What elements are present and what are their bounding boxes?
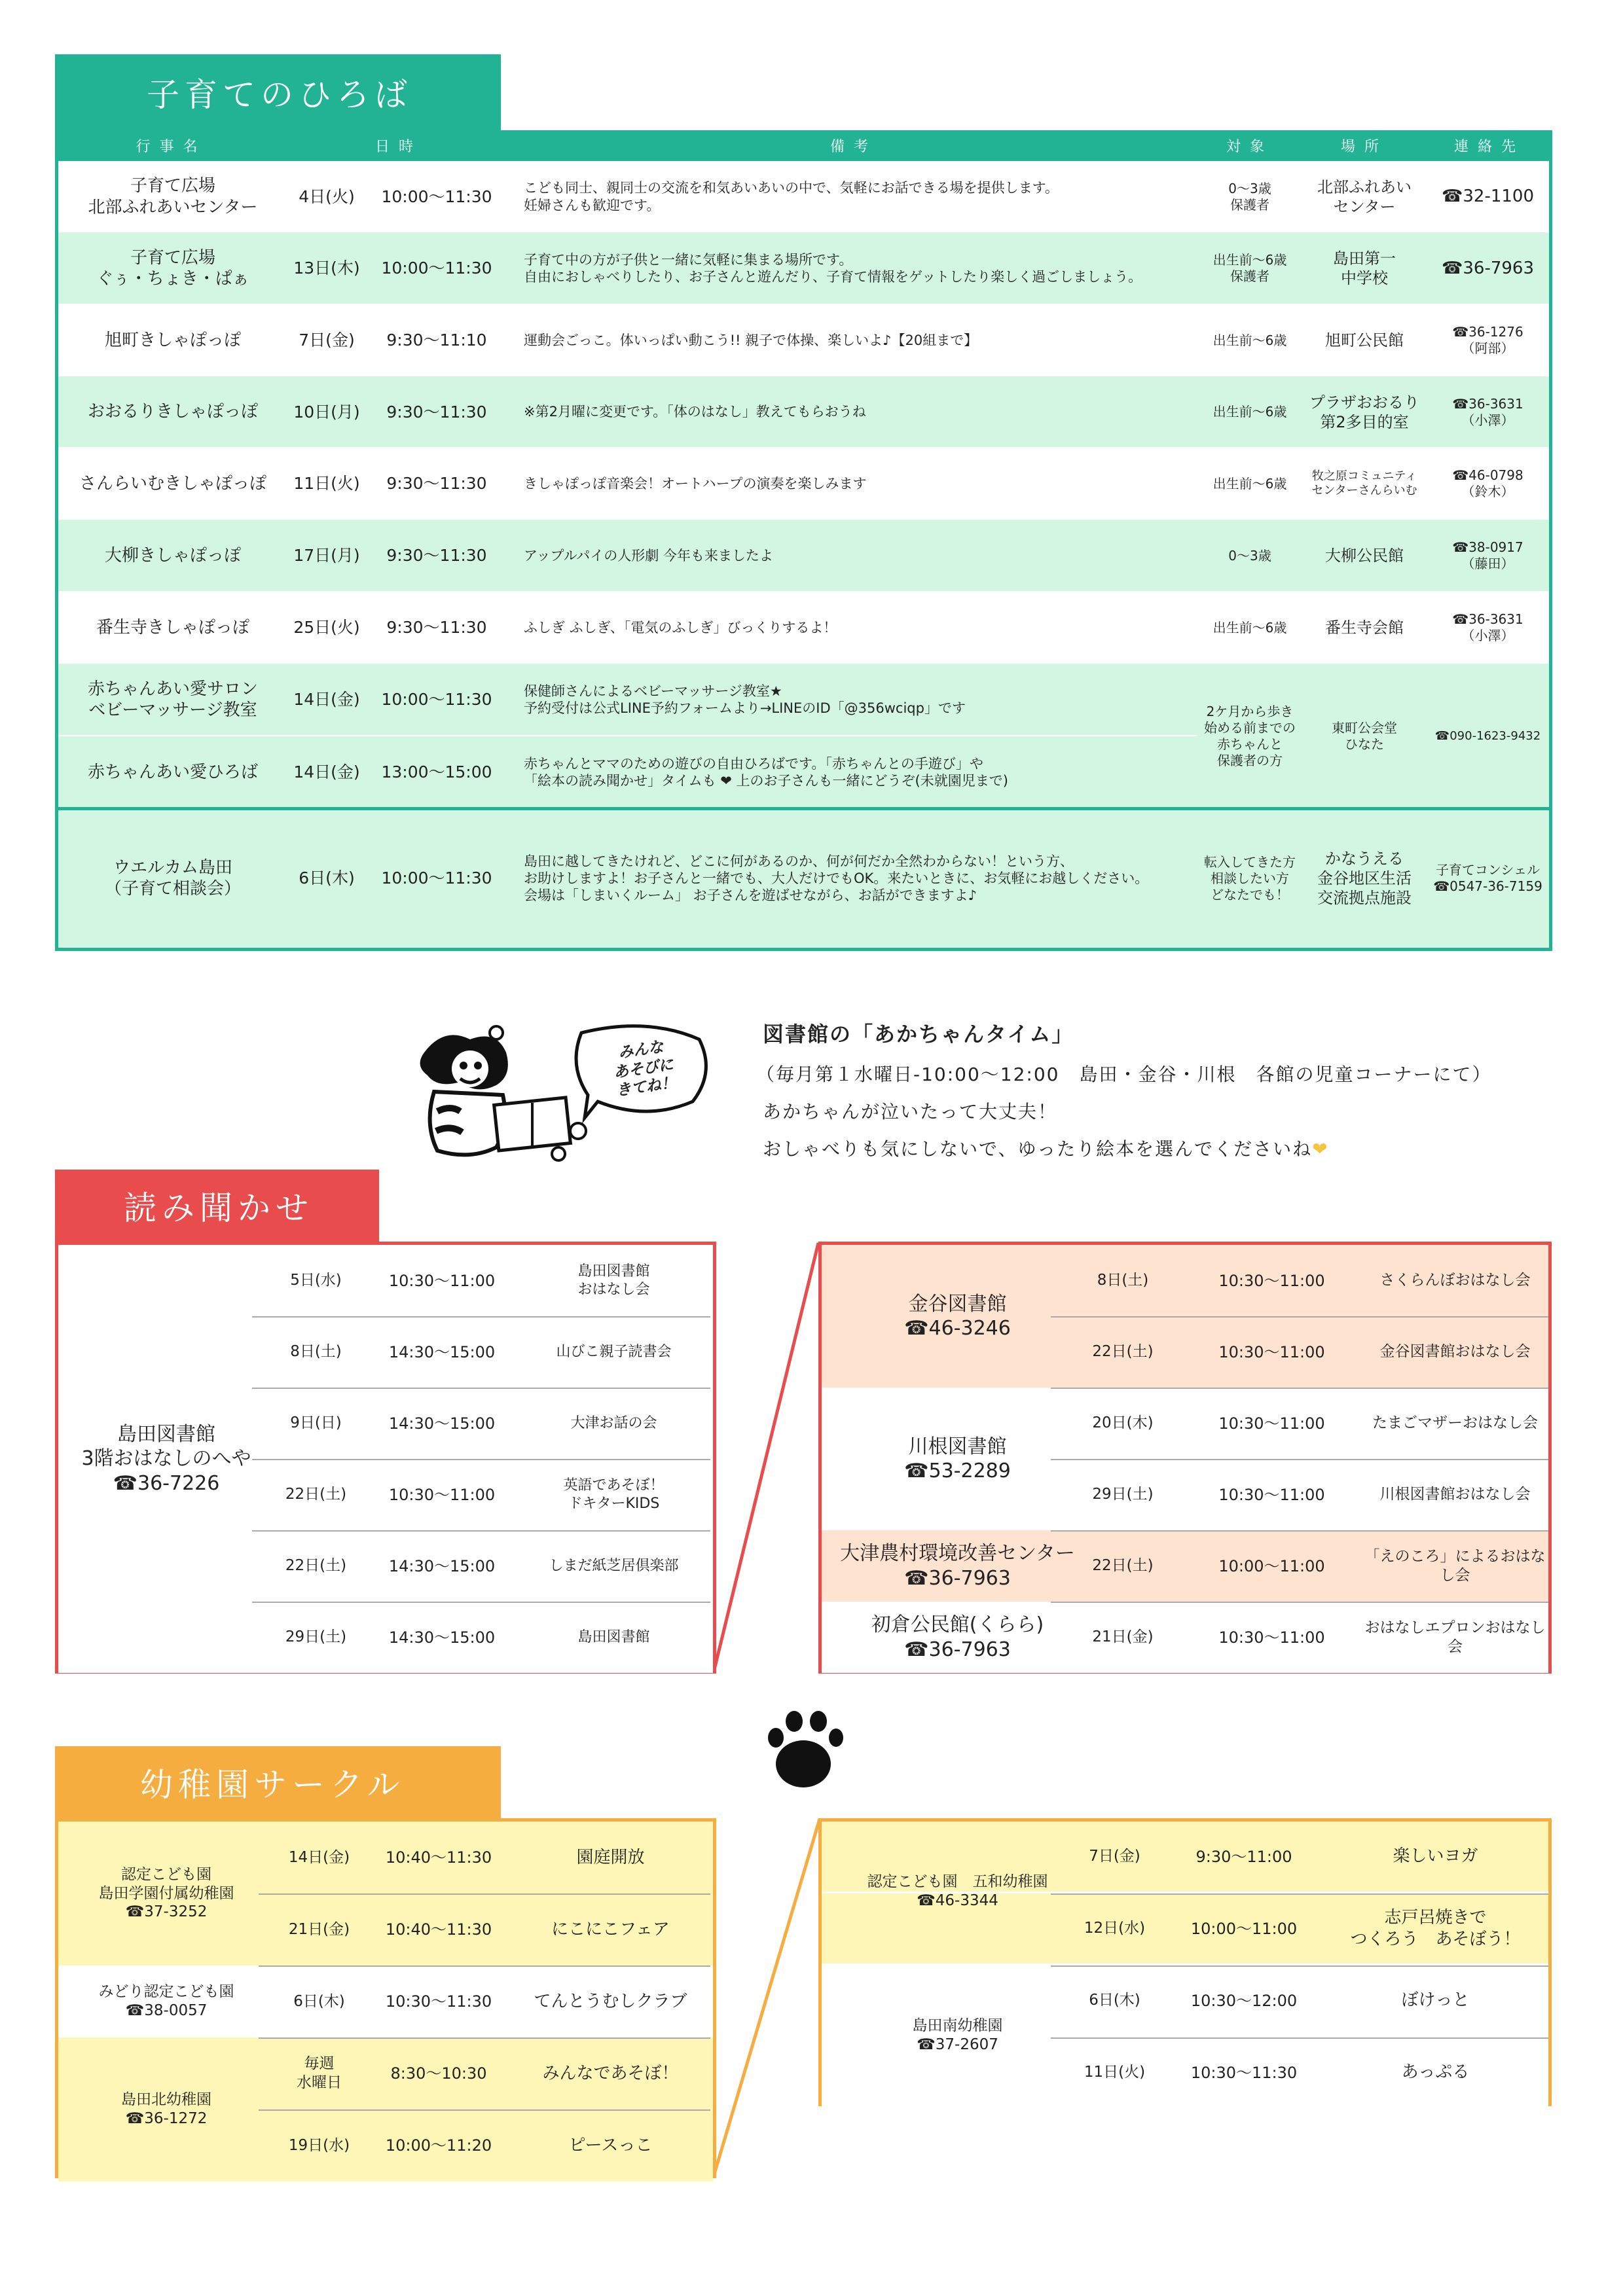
- schedule-venue: 川根図書館 ☎53-2289: [904, 1435, 1011, 1482]
- schedule-name: ぼけっと: [1401, 1990, 1470, 2011]
- schedule-name: にこにこフェア: [551, 1919, 670, 1939]
- hiroba-row-contact: ☎46-0798 （鈴木）: [1452, 467, 1523, 499]
- schedule-time: 10:30～11:00: [388, 1485, 496, 1504]
- hiroba-row-note: 赤ちゃんとママのための遊びの自由ひろばです。「赤ちゃんとの手遊び」や 「絵本の読み聞かせ」タイムも ❤ 上のお子さんも一緒にどうぞ(未就園児まで): [524, 755, 1008, 789]
- schedule-date: 22日(土): [1092, 1343, 1154, 1361]
- schedule-time: 14:30～15:00: [388, 1414, 496, 1433]
- hiroba-row-target: 出生前～6歳: [1213, 404, 1287, 420]
- schedule-name: 「えのころ」によるおはなし会: [1364, 1547, 1546, 1584]
- schedule-date: 20日(木): [1092, 1414, 1154, 1432]
- schedule-divider: [1051, 1602, 1548, 1603]
- paw-icon: [763, 1702, 861, 1793]
- schedule-venue: 島田図書館 3階おはなしのへや ☎36-7226: [81, 1422, 251, 1495]
- schedule-name: おはなしエプロンおはなし会: [1364, 1619, 1546, 1655]
- schedule-divider: [252, 1602, 710, 1603]
- hiroba-row-date: 6日(木): [299, 869, 355, 888]
- hiroba-header-target: 対象: [1226, 139, 1273, 155]
- hiroba-row-contact: ☎32-1100: [1441, 187, 1535, 207]
- hiroba-row-note: ※第2月曜に変更です。「体のはなし」教えてもらおうね: [524, 404, 866, 420]
- schedule-date: 8日(土): [1097, 1272, 1149, 1289]
- schedule-date: 8日(土): [290, 1343, 342, 1361]
- hiroba-row-name: 大柳きしゃぽっぽ: [104, 545, 241, 565]
- hiroba-row-date: 14日(金): [293, 690, 360, 709]
- schedule-time: 10:30～11:30: [385, 1992, 492, 2011]
- library-illustration: [398, 1013, 719, 1167]
- hiroba-row-name: さんらいむきしゃぽっぽ: [79, 473, 266, 493]
- schedule-time: 10:30～11:30: [1190, 2063, 1298, 2082]
- hiroba-header-contact: 連絡先: [1453, 139, 1525, 155]
- hiroba-row-name: 子育て広場 北部ふれあいセンター: [88, 176, 258, 217]
- kinder-title-tab: [55, 1746, 501, 1818]
- library-line2: おしゃべりも気にしないで、ゆったり絵本を選んでくださいね: [763, 1138, 1313, 1160]
- hiroba-row-date: 4日(火): [299, 187, 355, 206]
- schedule-divider: [252, 1388, 710, 1389]
- schedule-divider: [1051, 1893, 1548, 1895]
- hiroba-row-time: 9:30～11:30: [386, 546, 487, 565]
- schedule-venue: 金谷図書館 ☎46-3246: [904, 1292, 1011, 1340]
- schedule-date: 9日(日): [290, 1414, 342, 1432]
- schedule-date: 11日(火): [1084, 2064, 1146, 2081]
- library-title: 図書館の「あかちゃんタイム」: [763, 1022, 1074, 1047]
- schedule-name: しまだ紙芝居倶楽部: [549, 1557, 679, 1574]
- schedule-venue: 島田南幼稚園 ☎37-2607: [912, 2017, 1003, 2053]
- hiroba-row-place: 牧之原コミュニティ センターさんらいむ: [1311, 469, 1417, 497]
- hiroba-akachan-contact: ☎090-1623-9432: [1434, 728, 1541, 743]
- schedule-date: 7日(金): [1089, 1848, 1140, 1865]
- schedule-divider: [252, 1459, 710, 1460]
- schedule-name: てんとうむしクラブ: [534, 1991, 687, 2011]
- hiroba-row-date: 10日(月): [293, 402, 360, 422]
- schedule-venue: 大津農村環境改善センター ☎36-7963: [840, 1542, 1075, 1590]
- schedule-time: 10:30～12:00: [1190, 1991, 1298, 2010]
- schedule-name: 英語であそぼ！ ドキターKIDS: [563, 1477, 665, 1512]
- hiroba-row-place: 番生寺会館: [1325, 619, 1404, 637]
- hiroba-header-name: 行事名: [136, 139, 207, 155]
- hiroba-title-tab: [55, 54, 501, 130]
- hiroba-row-time: 10:00～11:30: [381, 690, 492, 709]
- schedule-time: 9:30～11:00: [1195, 1847, 1292, 1866]
- hiroba-row-place: 島田第一 中学校: [1333, 249, 1396, 287]
- hiroba-row-time: 10:00～11:30: [381, 187, 492, 206]
- schedule-name: 園庭開放: [576, 1847, 645, 1867]
- hiroba-row-place: 北部ふれあい センター: [1317, 177, 1412, 216]
- schedule-time: 10:40～11:30: [385, 1920, 492, 1939]
- schedule-time: 10:30～11:00: [1218, 1271, 1325, 1290]
- schedule-time: 10:30～11:00: [388, 1271, 496, 1290]
- schedule-divider: [259, 2037, 710, 2039]
- schedule-date: 6日(木): [1089, 1992, 1140, 2009]
- schedule-date: 22日(土): [285, 1557, 347, 1575]
- schedule-date: 12日(水): [1084, 1920, 1146, 1937]
- schedule-venue: みどり認定こども園 ☎38-0057: [98, 1983, 234, 2019]
- schedule-name: 金谷図書館おはなし会: [1379, 1343, 1531, 1361]
- schedule-time: 10:00～11:00: [1190, 1919, 1298, 1938]
- hiroba-row-name: おおるりきしゃぽっぽ: [87, 402, 258, 422]
- hiroba-row-note: アップルパイの人形劇 今年も来ましたよ: [524, 547, 773, 564]
- heart-icon: ❤: [1312, 1138, 1329, 1160]
- schedule-divider: [1051, 1965, 1548, 1967]
- hiroba-row-name: 子育て広場 ぐぅ・ちょき・ぱぁ: [96, 247, 249, 289]
- hiroba-title: 子育てのひろば: [147, 76, 412, 114]
- hiroba-row-note: 運動会ごっこ。体いっぱい動こう!! 親子で体操、楽しいよ♪【20組まで】: [524, 332, 978, 348]
- hiroba-row-contact: ☎36-7963: [1441, 258, 1535, 278]
- schedule-date: 29日(土): [1092, 1486, 1154, 1503]
- hiroba-row-name: 番生寺きしゃぽっぽ: [96, 617, 249, 637]
- kinder-title: 幼稚園サークル: [140, 1766, 405, 1804]
- schedule-date: 21日(金): [1092, 1628, 1154, 1646]
- hiroba-row-target: 0～3歳: [1228, 547, 1271, 564]
- schedule-date: 19日(水): [288, 2136, 350, 2154]
- schedule-name: 志戸呂焼きで つくろう あそぼう！: [1350, 1908, 1521, 1949]
- schedule-name: ピースっこ: [568, 2135, 653, 2155]
- hiroba-row-time: 9:30～11:10: [386, 331, 487, 350]
- hiroba-row-time: 10:00～11:30: [381, 259, 492, 278]
- hiroba-row-date: 14日(金): [293, 762, 360, 782]
- schedule-divider: [1051, 1316, 1548, 1318]
- hiroba-header-place: 場所: [1340, 139, 1388, 155]
- hiroba-row-contact: ☎38-0917 （藤田）: [1452, 539, 1523, 571]
- schedule-time: 10:30～11:00: [1218, 1414, 1325, 1433]
- schedule-divider: [1051, 1530, 1548, 1532]
- hiroba-row-name: 赤ちゃんあい愛ひろば: [87, 762, 258, 782]
- hiroba-akachan-place: 東町公会堂 ひなた: [1332, 720, 1397, 752]
- schedule-name: 川根図書館おはなし会: [1379, 1486, 1531, 1503]
- hiroba-row-contact: ☎36-3631 （小澤）: [1452, 611, 1523, 643]
- hiroba-row-time: 9:30～11:30: [386, 474, 487, 493]
- schedule-time: 14:30～15:00: [388, 1628, 496, 1647]
- schedule-time: 10:00～11:20: [385, 2136, 492, 2155]
- hiroba-row-date: 17日(月): [293, 546, 360, 565]
- hiroba-row-place: かなうえる 金谷地区生活 交流拠点施設: [1317, 850, 1412, 907]
- hiroba-row-place: プラザおおるり 第2多目的室: [1309, 393, 1419, 431]
- schedule-time: 10:40～11:30: [385, 1848, 492, 1867]
- hiroba-header-datetime: 日時: [374, 139, 422, 155]
- schedule-divider: [252, 1530, 710, 1532]
- yomi-title: 読み聞かせ: [124, 1189, 314, 1227]
- schedule-name: 大津お話の会: [570, 1414, 657, 1431]
- hiroba-row-target: 出生前～6歳: [1213, 332, 1287, 348]
- hiroba-row-name: 旭町きしゃぽっぽ: [104, 330, 241, 350]
- hiroba-row-note: きしゃぽっぽ音楽会！オートハープの演奏を楽しみます: [524, 475, 867, 492]
- library-bubble-text: みんな あそびに きてね！: [612, 1038, 678, 1100]
- hiroba-row-target: 0～3歳 保護者: [1228, 180, 1271, 213]
- hiroba-header-note: 備考: [830, 139, 877, 155]
- schedule-venue: 認定こども園 五和幼稚園 ☎46-3344: [867, 1873, 1048, 1909]
- schedule-venue: 初倉公民館(くらら) ☎36-7963: [871, 1613, 1044, 1661]
- schedule-time: 8:30～10:30: [390, 2064, 487, 2083]
- schedule-divider: [1051, 1459, 1548, 1460]
- hiroba-row-time: 9:30～11:30: [386, 618, 487, 637]
- hiroba-row-contact: 子育てコンシェル ☎0547-36-7159: [1433, 862, 1542, 894]
- hiroba-row-target: 転入してきた方 相談したい方 どなたでも！: [1204, 853, 1296, 903]
- hiroba-row-place: 大柳公民館: [1325, 547, 1404, 565]
- yomi-title-tab: [55, 1170, 379, 1242]
- hiroba-row-time: 9:30～11:30: [386, 402, 487, 422]
- hiroba-welcome-divider: [55, 807, 1552, 810]
- hiroba-row-note: 子育て中の方が子供と一緒に気軽に集まる場所です。 自由におしゃべりしたり、お子さんと遊んだり、子育て情報をゲットしたり楽しく過ごしましょう。: [524, 251, 1142, 285]
- hiroba-row-note: 保健師さんによるベビーマッサージ教室★ 予約受付は公式LINE予約フォームより→LINEのID「@356wciqp」です: [524, 683, 966, 716]
- schedule-name: 楽しいヨガ: [1393, 1846, 1478, 1867]
- schedule-divider: [259, 1965, 710, 1967]
- hiroba-row-note: ふしぎ ふしぎ、「電気のふしぎ」びっくりするよ！: [524, 619, 837, 636]
- schedule-name: たまごマザーおはなし会: [1372, 1414, 1538, 1432]
- hiroba-row-contact: ☎36-3631 （小澤）: [1452, 395, 1523, 428]
- schedule-divider: [1051, 2037, 1548, 2039]
- schedule-date: 22日(土): [285, 1486, 347, 1503]
- hiroba-row-date: 11日(火): [293, 474, 360, 493]
- schedule-date: 21日(金): [288, 1920, 350, 1938]
- hiroba-row-note: 島田に越してきたけれど、どこに何があるのか、何が何だか全然わからない！という方、 お助けしますよ！お子さんと一緒でも、大人だけでもOK。来たいときに、お気軽にお越しください。 会場は「しまいくルーム」 お子さんを遊ばせながら、お話ができますよ♪: [524, 853, 1149, 904]
- library-line1: あかちゃんが泣いたって大丈夫！: [763, 1101, 1058, 1122]
- schedule-date: 29日(土): [285, 1628, 347, 1646]
- library-sub: （毎月第１水曜日‐10:00～12:00 島田・金谷・川根 各館の児童コーナーにて）: [756, 1064, 1492, 1085]
- library-line2-wrap: [763, 1135, 1329, 1161]
- schedule-name: あっぷる: [1401, 2062, 1470, 2083]
- hiroba-row-date: 7日(金): [299, 331, 355, 350]
- hiroba-row-place: 旭町公民館: [1325, 331, 1404, 350]
- schedule-name: さくらんぼおはなし会: [1379, 1272, 1531, 1289]
- kinder-connector: [707, 1816, 825, 2183]
- schedule-date: 22日(土): [1092, 1557, 1154, 1575]
- schedule-venue: 島田北幼稚園 ☎36-1272: [121, 2091, 211, 2127]
- schedule-time: 10:30～11:00: [1218, 1485, 1325, 1504]
- schedule-divider: [1051, 1388, 1548, 1389]
- schedule-divider: [259, 1893, 710, 1895]
- hiroba-akachan-target: 2ケ月から歩き 始める前までの 赤ちゃんと 保護者の方: [1204, 704, 1296, 768]
- schedule-name: 島田図書館: [577, 1628, 650, 1645]
- schedule-date: 14日(金): [288, 1848, 350, 1866]
- hiroba-row-time: 13:00～15:00: [381, 762, 492, 782]
- schedule-divider: [259, 2109, 710, 2111]
- schedule-time: 14:30～15:00: [388, 1342, 496, 1361]
- schedule-date: 毎週 水曜日: [297, 2055, 342, 2091]
- hiroba-row-name: 赤ちゃんあい愛サロン ベビーマッサージ教室: [87, 679, 258, 720]
- hiroba-row-date: 25日(火): [293, 618, 360, 637]
- hiroba-row-target: 出生前～6歳 保護者: [1213, 252, 1287, 284]
- schedule-date: 6日(木): [293, 1992, 345, 2010]
- hiroba-row-time: 10:00～11:30: [381, 869, 492, 888]
- hiroba-row-name: ウエルカム島田 （子育て相談会）: [104, 857, 241, 899]
- yomi-connector: [707, 1240, 825, 1676]
- schedule-name: 山びこ親子読書会: [556, 1343, 672, 1360]
- hiroba-row-contact: ☎36-1276 （阿部）: [1452, 324, 1523, 356]
- hiroba-row-target: 出生前～6歳: [1213, 619, 1287, 636]
- row-divider: [58, 735, 1197, 736]
- schedule-name: みんなであそぼ！: [542, 2063, 679, 2083]
- hiroba-row-target: 出生前～6歳: [1213, 475, 1287, 492]
- schedule-divider: [252, 1316, 710, 1318]
- schedule-venue: 認定こども園 島田学園付属幼稚園 ☎37-3252: [98, 1865, 234, 1921]
- schedule-date: 5日(水): [290, 1272, 342, 1289]
- schedule-time: 10:00～11:00: [1218, 1556, 1325, 1575]
- hiroba-row-date: 13日(木): [293, 259, 360, 278]
- hiroba-row-note: こども同士、親同士の交流を和気あいあいの中で、気軽にお話できる場を提供します。 妊婦さんも歓迎です。: [524, 180, 1059, 213]
- schedule-time: 10:30～11:00: [1218, 1342, 1325, 1361]
- schedule-time: 10:30～11:00: [1218, 1628, 1325, 1647]
- schedule-name: 島田図書館 おはなし会: [577, 1263, 650, 1298]
- schedule-time: 14:30～15:00: [388, 1556, 496, 1575]
